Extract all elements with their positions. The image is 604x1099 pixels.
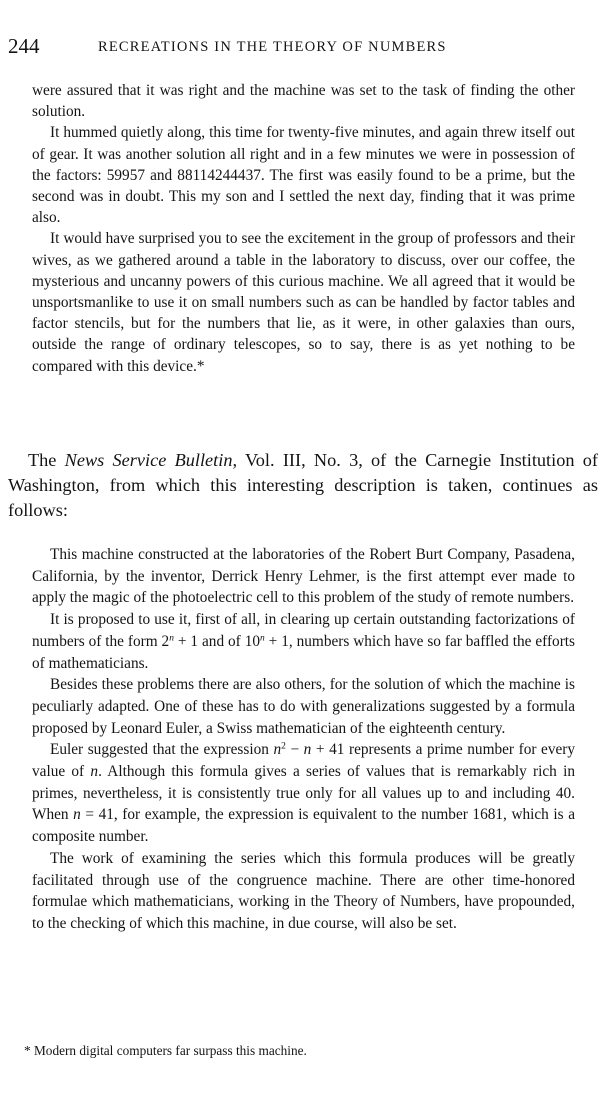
exponent-n: n bbox=[169, 633, 174, 644]
publication-title: News Service Bulletin, bbox=[64, 450, 238, 470]
main-rest: Vol. III, No. 3, of the Carnegie Institution of Washington, from which this interesting description is taken, continues as follows: bbox=[8, 450, 598, 520]
quote1-paragraph-2: It hummed quietly along, this time for twenty-five minutes, and again threw itself out of gear. It was another solution all right and in a few minutes we were in possession of the factors: 59957 and 88114244437. The first was easily found to be a prime, but the second was in doubt. This my son and I settled the next day, finding that it was prime also. bbox=[32, 124, 575, 227]
quote1-paragraph-1: were assured that it was right and the machine was set to the task of finding the other solution. bbox=[32, 82, 575, 121]
q2p4-text-a: Euler suggested that the expression bbox=[50, 741, 274, 759]
main-lead: The bbox=[28, 450, 65, 470]
q2p2-text-c: + 1, numbers which have so far baffled the efforts of mathematicians. bbox=[32, 632, 576, 672]
quote2-paragraph-3: Besides these problems there are also others, for the solution of which the machine is peculiarly adapted. One of these has to do with generalizations suggested by a formula proposed by Leonard Euler, a Swiss mathematician of the eighteenth century. bbox=[32, 676, 575, 737]
quote2-paragraph-2 bbox=[32, 609, 575, 674]
page-number: 244 bbox=[8, 34, 40, 58]
exponent-n: n bbox=[260, 633, 265, 644]
main-paragraph bbox=[8, 448, 598, 523]
variable-n: n bbox=[303, 741, 312, 759]
quote2-paragraph-1: This machine constructed at the laboratories of the Robert Burt Company, Pasadena, California, by the inventor, Derrick Henry Lehmer, is the first attempt ever made to apply the magic of the photoelectric cell to this problem of the study of remote numbers. bbox=[32, 546, 575, 607]
footnote: * Modern digital computers far surpass this machine. bbox=[24, 1043, 307, 1058]
q2p2-text-a: It is proposed to use it, first of all, in clearing up certain outstanding factorizations of numbers of the form 2 bbox=[32, 611, 575, 650]
main-text bbox=[8, 448, 598, 523]
quote1-paragraph-3: It would have surprised you to see the excitement in the group of professors and their wives, as we gathered around a table in the laboratory to discuss, over our coffee, the mysterious and uncanny powers of this curious machine. We all agreed that it would be unsportsmanlike to use it on small numbers such as can be handled by factor tables and factor stencils, but for the numbers that lie, as it were, in other galaxies than ours, outside the range of ordinary telescopes, so to say, there is as yet nothing to be compared with this device.* bbox=[32, 230, 575, 375]
quotation-block-2 bbox=[32, 544, 575, 935]
running-title: RECREATIONS IN THE THEORY OF NUMBERS bbox=[98, 39, 447, 55]
q2p2-text-b: + 1 and of 10 bbox=[173, 632, 260, 650]
page-header bbox=[8, 34, 598, 58]
quote2-paragraph-4 bbox=[32, 739, 575, 848]
variable-n: n bbox=[273, 741, 282, 759]
quote2-paragraph-5: The work of examining the series which this formula produces will be greatly facilitated through use of the congruence machine. There are other time-honored formulae which mathematicians, working in the Theory of Numbers, have propounded, to the checking of which this machine, in due course, will also be set. bbox=[32, 849, 575, 932]
q2p4-text-b: − bbox=[285, 741, 304, 759]
exponent-2: 2 bbox=[281, 741, 286, 752]
quotation-block-1 bbox=[32, 80, 575, 377]
q2p4-text-d: . Although this formula gives a series of values that is remarkably rich in primes, nevertheless, it is consistently true only for all values up to and including 40. When bbox=[32, 763, 575, 824]
q2p4-text-e: = 41, for example, the expression is equivalent to the number 1681, which is a composite number. bbox=[32, 806, 575, 846]
variable-n: n bbox=[73, 806, 81, 824]
variable-n: n bbox=[90, 763, 99, 781]
q2p4-text-c: + 41 represents a prime number for every value of bbox=[32, 741, 575, 781]
